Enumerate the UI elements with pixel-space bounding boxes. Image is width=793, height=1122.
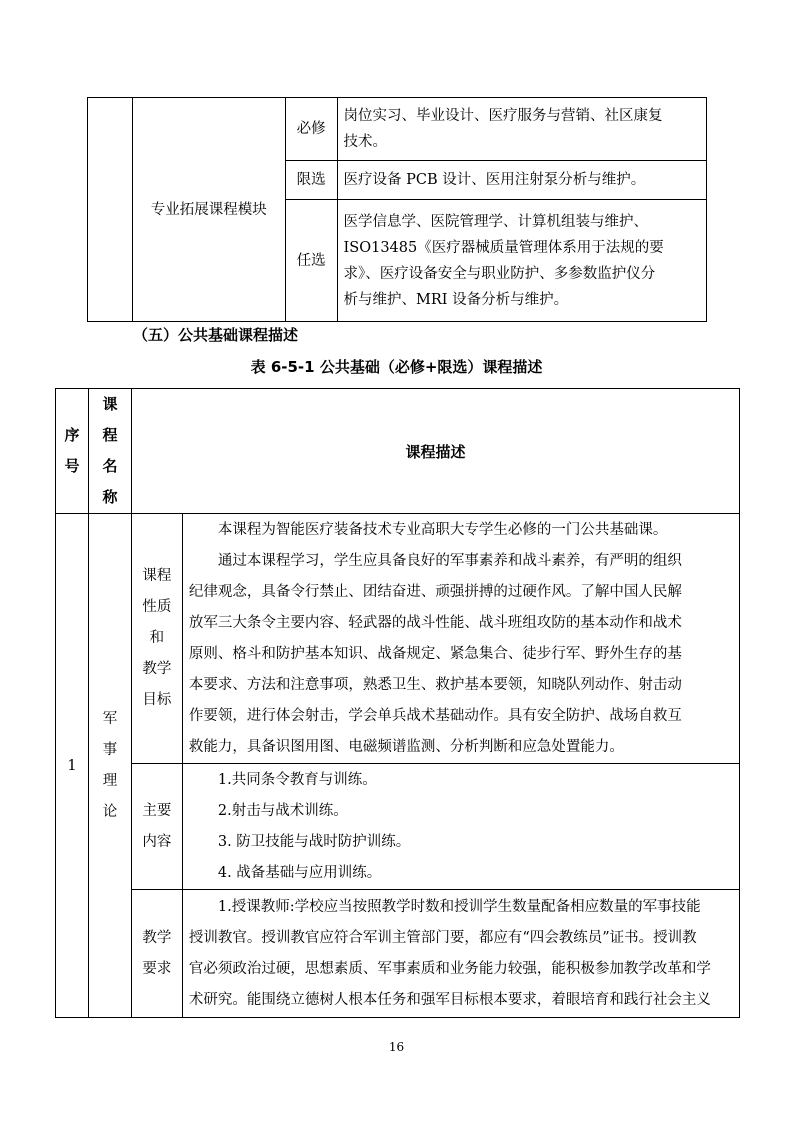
- nature-goals-content: [182, 514, 739, 764]
- text-line: 医学信息学、医院管理学、计算机组装与维护、: [343, 213, 649, 230]
- list-item: 4. 战备基础与应用训练。: [217, 864, 382, 881]
- label-line: 内容: [142, 833, 172, 850]
- course-name-char: 论: [102, 803, 118, 820]
- label-line: 教学: [142, 661, 172, 677]
- text-line: 医疗设备 PCB 设计、医用注射泵分析与维护。: [343, 172, 646, 188]
- text-line: 求》、医疗设备安全与职业防护、多参数监护仪分: [343, 265, 656, 282]
- text-line: 技术。: [343, 134, 388, 150]
- text-line: 析与维护、MRI 设备分析与维护。: [343, 291, 569, 308]
- label-line: 性质: [142, 599, 172, 615]
- text-line: 术研究。能围绕立德树人根本任务和强军目标根本要求，着眼培育和践行社会主义: [188, 991, 711, 1008]
- module-table: [87, 97, 707, 322]
- header-char: 课: [102, 395, 118, 413]
- label-nature-goals: [131, 514, 182, 764]
- header-char: 序: [64, 426, 80, 444]
- elective-content: [337, 200, 706, 322]
- label-main-content: [131, 764, 182, 890]
- header-char: 称: [102, 488, 118, 506]
- label-line: 主要: [142, 802, 172, 819]
- header-char: 程: [102, 426, 118, 444]
- section-heading: （五）公共基础课程描述: [133, 326, 299, 344]
- text-line: ISO13485《医疗器械质量管理体系用于法规的要: [343, 239, 664, 256]
- paragraph: 本课程为智能医疗装备技术专业高职大专学生必修的一门公共基础课。: [217, 521, 668, 538]
- course-name-char: 军: [102, 710, 118, 727]
- text-line: 放军三大条令主要内容、轻武器的战斗性能、战斗班组攻防的基本动作和战术: [188, 614, 682, 631]
- course-seq: 1: [56, 514, 89, 1018]
- label-line: 目标: [142, 692, 172, 708]
- list-item: 3. 防卫技能与战时防护训练。: [217, 833, 411, 850]
- type-required: 必修: [285, 98, 337, 161]
- limited-content: [337, 161, 706, 200]
- course-name-char: 理: [102, 772, 118, 789]
- text-line: 原则、格斗和防护基本知识、战备规定、紧急集合、徒步行军、野外生存的基: [188, 645, 682, 662]
- label-line: 和: [149, 630, 165, 646]
- list-item: 2.射击与战术训练。: [217, 802, 348, 819]
- text-line: 本要求、方法和注意事项，熟悉卫生、救护基本要领，知晓队列动作、射击动: [188, 676, 682, 693]
- text-line: 授训教官。授训教官应符合军训主管部门要，都应有“四会教练员”证书。授训教: [188, 929, 697, 946]
- header-char: 号: [64, 457, 80, 475]
- course-name: [88, 514, 131, 1018]
- type-limited: 限选: [285, 161, 337, 200]
- label-line: 教学: [142, 929, 172, 946]
- text-line: 官必须政治过硬，思想素质、军事素质和业务能力较强，能积极参加教学改革和学: [188, 960, 711, 977]
- course-table: [55, 388, 740, 1018]
- text-line: 岗位实习、毕业设计、医疗服务与营销、社区康复: [343, 108, 663, 124]
- header-seq: [56, 389, 89, 514]
- blank-cell: [88, 98, 133, 322]
- label-line: 要求: [142, 960, 172, 977]
- text-line: 作要领，进行体会射击，学会单兵战术基础动作。具有安全防护、战场自救互: [188, 707, 682, 724]
- label-teaching-requirements: [131, 890, 182, 1018]
- module-name: 专业拓展课程模块: [132, 98, 285, 322]
- text-line: 通过本课程学习，学生应具备良好的军事素养和战斗素养，有严明的组织: [217, 552, 682, 569]
- text-line: 1.授课教师:学校应当按照教学时数和授训学生数量配备相应数量的军事技能: [217, 898, 701, 915]
- label-line: 课程: [142, 568, 172, 584]
- header-course-name: [88, 389, 131, 514]
- list-item: 1.共同条令教育与训练。: [217, 771, 377, 788]
- text-line: 纪律观念，具备令行禁止、团结奋进、顽强拼搏的过硬作风。了解中国人民解: [188, 583, 682, 600]
- header-description: 课程描述: [131, 389, 739, 514]
- page-number: 16: [388, 1040, 405, 1054]
- header-char: 名: [102, 457, 118, 475]
- required-content: [337, 98, 706, 161]
- teaching-requirements-content: [182, 890, 739, 1018]
- type-elective: 任选: [285, 200, 337, 322]
- course-name-char: 事: [102, 741, 118, 758]
- text-line: 救能力，具备识图用图、电磁频谱监测、分析判断和应急处置能力。: [188, 738, 624, 755]
- main-content-list: [182, 764, 739, 890]
- table-caption: 表 6-5-1 公共基础（必修+限选）课程描述: [250, 358, 543, 376]
